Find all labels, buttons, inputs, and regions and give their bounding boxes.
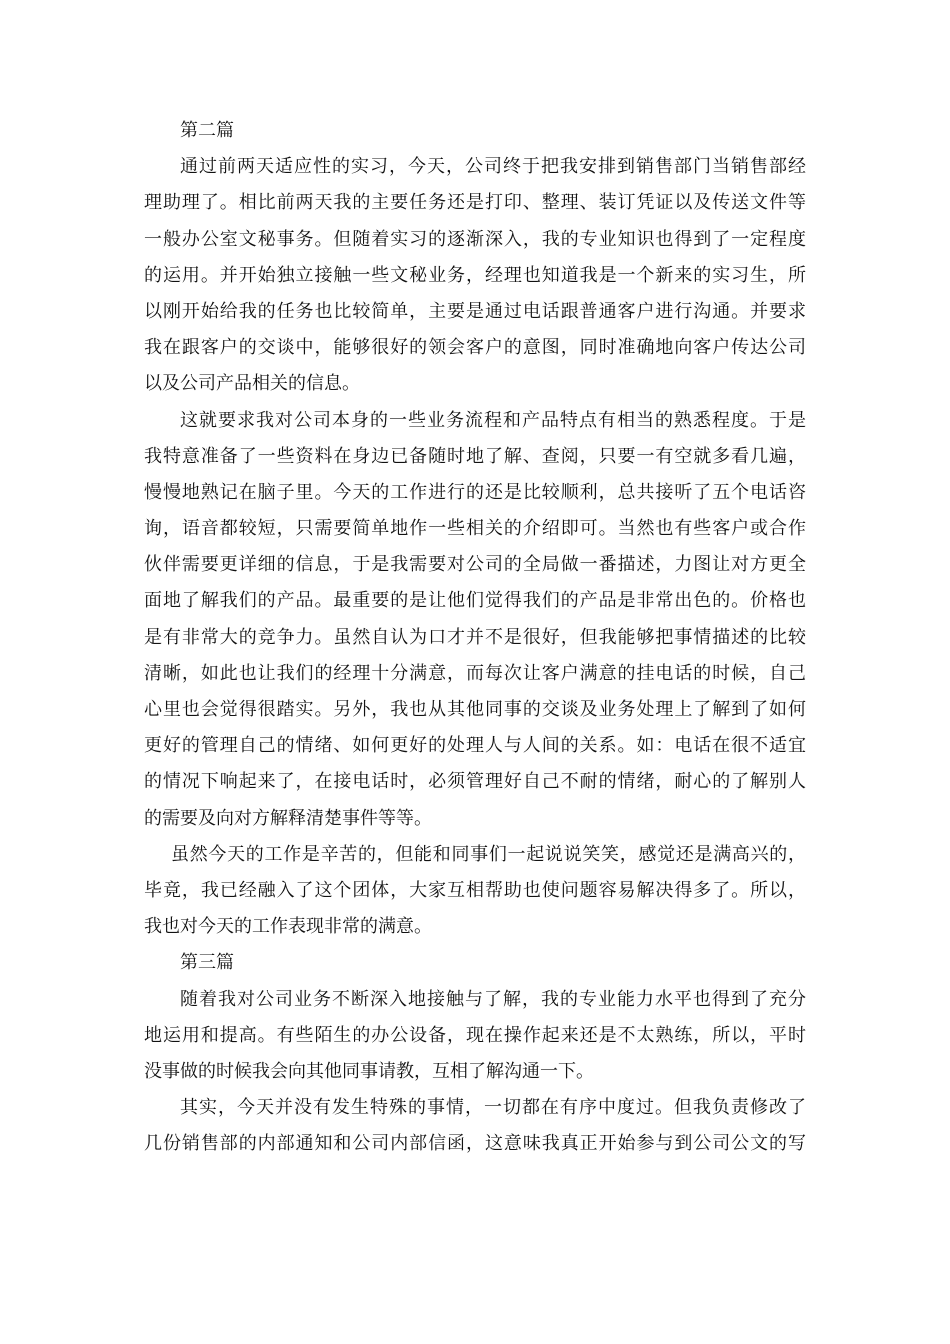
text-line: 没事做的时候我会向其他同事请教，互相了解沟通一下。 — [144, 1060, 594, 1082]
text-line: 虽然今天的工作是辛苦的，但能和同事们一起说说笑笑，感觉还是满高兴的， — [171, 843, 806, 865]
text-line: 慢慢地熟记在脑子里。今天的工作进行的还是比较顺利，总共接听了五个电话咨 — [144, 481, 806, 503]
paragraph — [144, 149, 806, 402]
text-line: 地运用和提高。有些陌生的办公设备，现在操作起来还是不太熟练，所以，平时 — [144, 1024, 806, 1046]
text-line: 理助理了。相比前两天我的主要任务还是打印、整理、装订凭证以及传送文件等 — [144, 192, 806, 214]
text-line: 以刚开始给我的任务也比较简单，主要是通过电话跟普通客户进行沟通。并要求 — [144, 300, 806, 322]
text-line: 以及公司产品相关的信息。 — [144, 373, 360, 395]
text-line: 我也对今天的工作表现非常的满意。 — [144, 916, 432, 938]
text-line: 清晰，如此也让我们的经理十分满意，而每次让客户满意的挂电话的时候，自己 — [144, 662, 806, 684]
text-line: 伙伴需要更详细的信息，于是我需要对公司的全局做一番描述，力图让对方更全 — [144, 554, 806, 576]
text-line: 的需要及向对方解释清楚事件等等。 — [144, 807, 432, 829]
text-line: 通过前两天适应性的实习，今天，公司终于把我安排到销售部门当销售部经 — [180, 156, 806, 178]
text-line: 其实，今天并没有发生特殊的事情，一切都在有序中度过。但我负责修改了 — [180, 1097, 806, 1119]
text-line: 毕竟，我已经融入了这个团体，大家互相帮助也使问题容易解决得多了。所以， — [144, 879, 806, 901]
paragraph — [144, 837, 806, 946]
text-line: 的运用。并开始独立接触一些文秘业务，经理也知道我是一个新来的实习生，所 — [144, 264, 806, 286]
text-line: 面地了解我们的产品。最重要的是让他们觉得我们的产品是非常出色的。价格也 — [144, 590, 806, 612]
text-line: 是有非常大的竞争力。虽然自认为口才并不是很好，但我能够把事情描述的比较 — [144, 626, 806, 648]
text-line: 我在跟客户的交谈中，能够很好的领会客户的意图，同时准确地向客户传达公司 — [144, 337, 806, 359]
text-line: 的情况下响起来了，在接电话时，必须管理好自己不耐的情绪，耐心的了解别人 — [144, 771, 806, 793]
text-line: 心里也会觉得很踏实。另外，我也从其他同事的交谈及业务处理上了解到了如何 — [144, 699, 806, 720]
section-heading: 第三篇 — [180, 952, 234, 974]
text-line: 这就要求我对公司本身的一些业务流程和产品特点有相当的熟悉程度。于是 — [180, 409, 806, 431]
document-body — [144, 113, 806, 1162]
paragraph — [144, 982, 806, 1091]
text-line: 我特意准备了一些资料在身边已备随时地了解、查阅，只要一有空就多看几遍， — [144, 445, 806, 467]
section-heading: 第二篇 — [180, 120, 234, 141]
text-line: 一般办公室文秘事务。但随着实习的逐渐深入，我的专业知识也得到了一定程度 — [144, 228, 806, 250]
paragraph — [144, 1090, 806, 1162]
text-line: 随着我对公司业务不断深入地接触与了解，我的专业能力水平也得到了充分 — [180, 988, 806, 1010]
paragraph — [144, 403, 806, 837]
text-line: 几份销售部的内部通知和公司内部信函，这意味我真正开始参与到公司公文的写 — [144, 1133, 806, 1155]
text-line: 询，语音都较短，只需要简单地作一些相关的介绍即可。当然也有些客户或合作 — [144, 518, 806, 540]
text-line: 更好的管理自己的情绪、如何更好的处理人与人间的关系。如：电话在很不适宜 — [144, 735, 806, 757]
